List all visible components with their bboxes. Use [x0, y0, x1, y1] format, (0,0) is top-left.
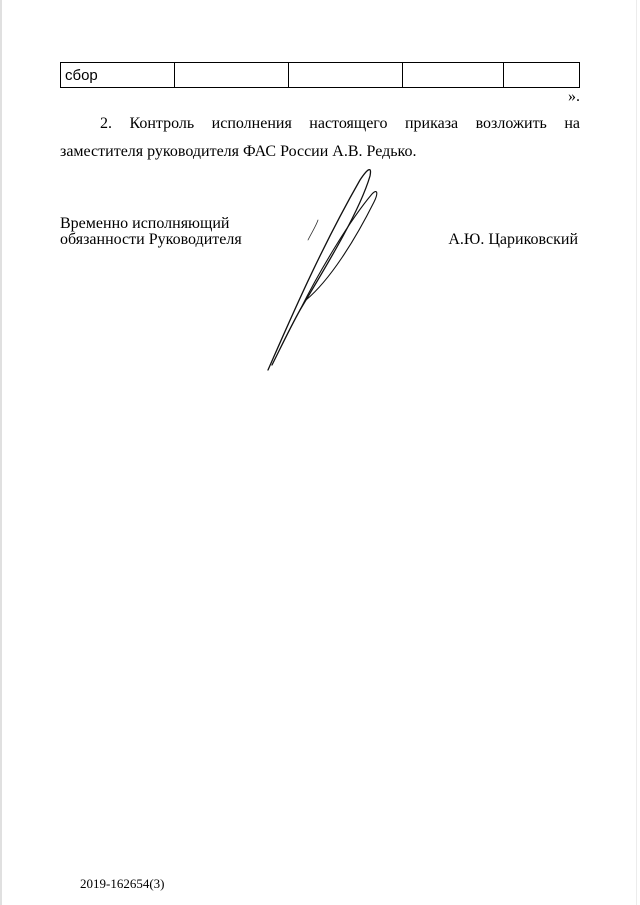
handwritten-signature [260, 160, 390, 385]
table-row [61, 63, 580, 88]
table-cell: сбор [61, 63, 175, 88]
body-paragraph: 2. Контроль исполнения настоящего приказа возложить на заместителя руководителя ФАС России А.В. Редько. [60, 115, 580, 160]
signatory-title-line1: Временно исполняющий [60, 215, 230, 232]
document-number: 2019-162654(3) [80, 876, 165, 891]
table-cell [504, 63, 580, 88]
table-cell [288, 63, 402, 88]
scan-edge-right [636, 0, 637, 905]
table-fragment [60, 62, 580, 88]
signatory-title-line2: обязанности Руководителя [60, 231, 242, 248]
closing-quote: ». [568, 88, 580, 105]
scan-edge-left [0, 0, 2, 905]
signatory-name: А.Ю. Цариковский [448, 231, 578, 248]
table-cell [174, 63, 288, 88]
signature-icon [260, 160, 390, 380]
signatory-title [60, 216, 242, 248]
table-cell [402, 63, 504, 88]
